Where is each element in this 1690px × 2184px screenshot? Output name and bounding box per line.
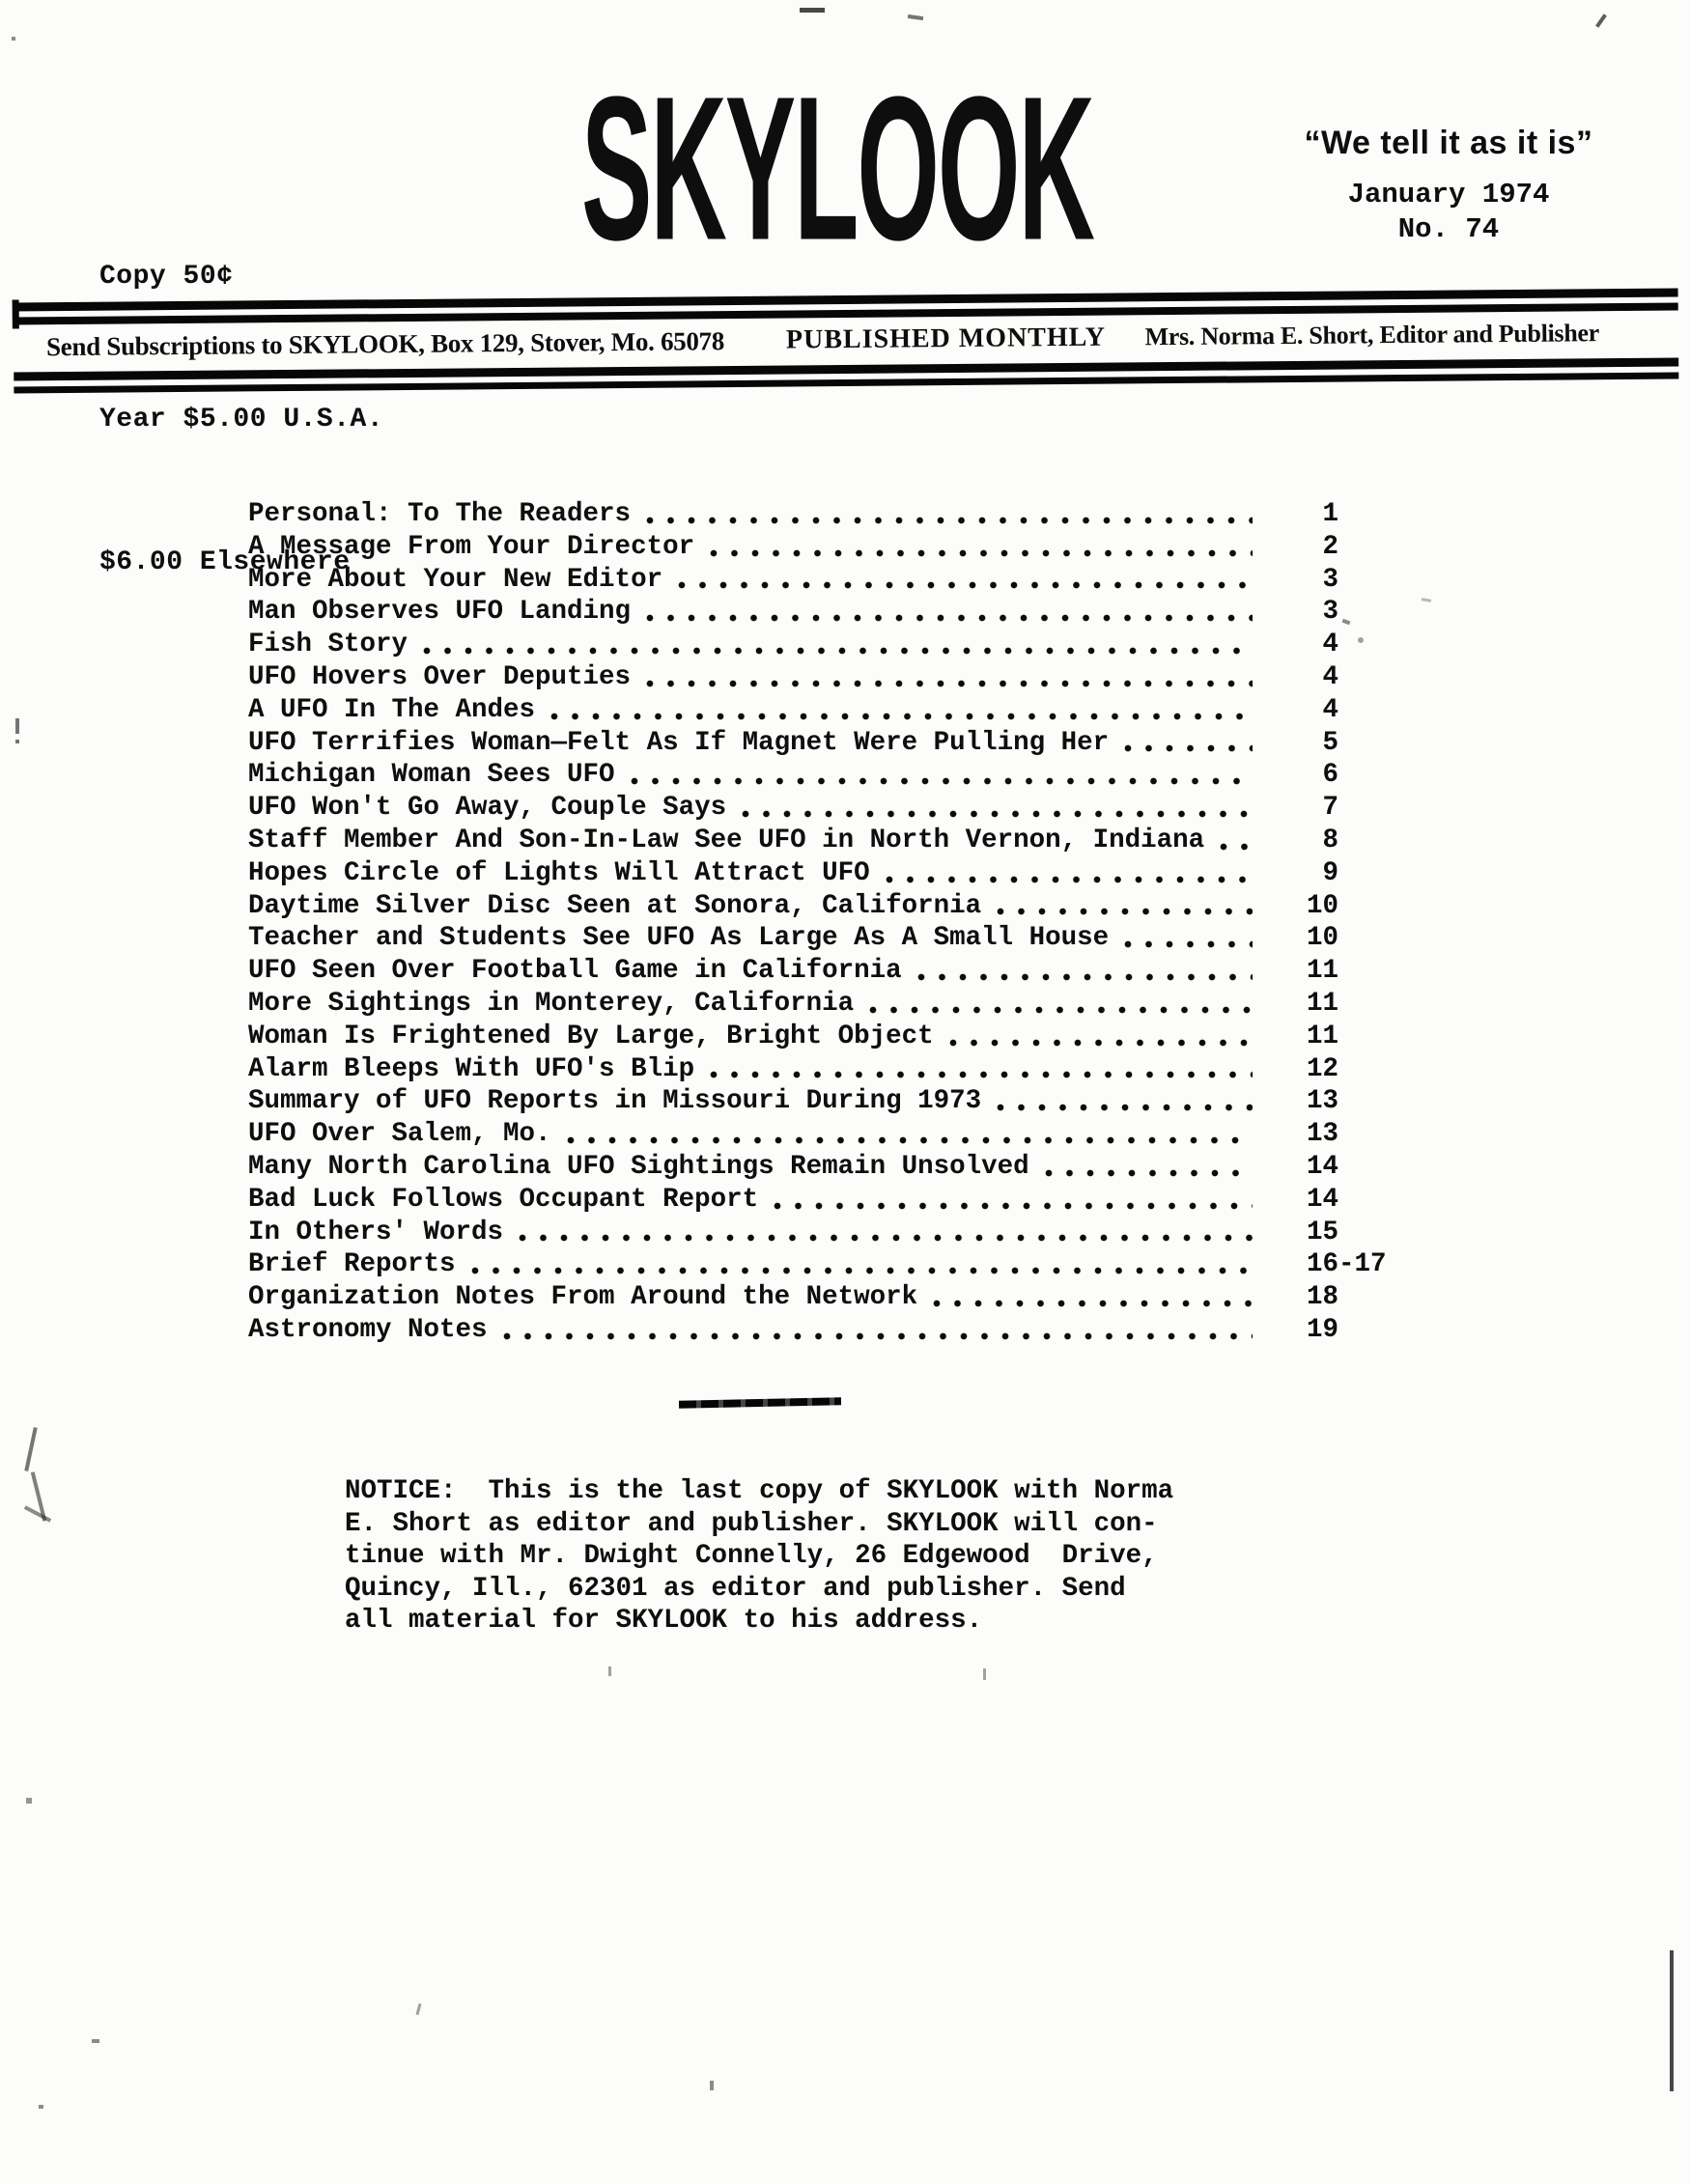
toc-entry-title: Alarm Bleeps With UFO's Blip — [248, 1053, 695, 1084]
toc-entry-page: 15 — [1307, 1217, 1339, 1247]
toc-dot-leader — [933, 1298, 1253, 1309]
toc-entry-page: 14 — [1307, 1184, 1339, 1215]
scan-artifact — [710, 2081, 714, 2090]
toc-entry-title: Man Observes UFO Landing — [248, 597, 632, 628]
toc-dot-leader — [423, 645, 1253, 657]
toc-entry-page: 3 — [1307, 597, 1339, 628]
toc-entry — [248, 694, 1339, 727]
toc-dot-leader — [471, 1265, 1253, 1276]
toc-entry — [248, 1184, 1339, 1217]
magazine-title: SKYLOOK — [581, 54, 1093, 284]
scan-artifact — [15, 718, 19, 734]
toc-entry — [248, 1118, 1339, 1151]
scan-artifact — [1422, 598, 1431, 602]
scan-artifact — [39, 2105, 43, 2109]
notice-line: all material for SKYLOOK to his address. — [345, 1606, 983, 1636]
toc-dot-leader — [1124, 742, 1253, 754]
toc-entry-title: A Message From Your Director — [248, 531, 695, 562]
toc-entry — [248, 825, 1339, 857]
scan-artifact — [415, 2003, 421, 2015]
toc-entry-page: 5 — [1307, 727, 1339, 758]
toc-dot-leader — [503, 1330, 1253, 1342]
toc-entry — [248, 1085, 1339, 1118]
toc-entry — [248, 1248, 1387, 1281]
toc-entry — [248, 629, 1339, 661]
notice-line: Quincy, Ill., 62301 as editor and publisher. Send — [345, 1573, 1126, 1604]
toc-entry-title: Bad Luck Follows Occupant Report — [248, 1184, 759, 1215]
toc-entry — [248, 727, 1339, 760]
toc-entry-page: 13 — [1307, 1086, 1339, 1117]
toc-entry — [248, 1053, 1339, 1086]
toc-dot-leader — [646, 515, 1253, 526]
toc-entry-title: More About Your New Editor — [248, 564, 663, 595]
scan-artifact — [1358, 637, 1364, 643]
toc-entry-title: Woman Is Frightened By Large, Bright Object — [248, 1021, 934, 1051]
subscription-address: Send Subscriptions to SKYLOOK, Box 129, Stover, Mo. 65078 — [45, 326, 725, 362]
toc-entry-page: 4 — [1307, 661, 1339, 692]
toc-entry-title: Personal: To The Readers — [248, 499, 632, 529]
toc-entry-page: 12 — [1307, 1053, 1339, 1084]
toc-entry-page: 19 — [1307, 1314, 1339, 1345]
toc-entry-title: More Sightings in Monterey, California — [248, 988, 855, 1019]
toc-dot-leader — [631, 775, 1253, 787]
publication-frequency: PUBLISHED MONTHLY — [785, 322, 1107, 355]
toc-entry — [248, 1021, 1339, 1053]
toc-entry — [248, 498, 1339, 531]
toc-dot-leader — [710, 1069, 1253, 1080]
toc-entry — [248, 1151, 1339, 1184]
toc-entry-page: 1 — [1307, 499, 1339, 529]
toc-dot-leader — [742, 808, 1253, 820]
toc-entry-title: UFO Terrifies Woman—Felt As If Magnet Were Pulling Her — [248, 727, 1110, 758]
scan-artifact — [1342, 619, 1351, 625]
magazine-motto: “We tell it as it is” — [1304, 125, 1593, 161]
toc-entry-title: Michigan Woman Sees UFO — [248, 760, 615, 791]
toc-entry-page: 11 — [1307, 988, 1339, 1019]
toc-dot-leader — [997, 906, 1253, 917]
toc-entry-title: Many North Carolina UFO Sightings Remain Unsolved — [248, 1151, 1029, 1182]
toc-entry — [248, 531, 1339, 564]
toc-entry-title: Summary of UFO Reports in Missouri During 1973 — [248, 1086, 982, 1117]
toc-entry-title: UFO Won't Go Away, Couple Says — [248, 793, 727, 824]
pricing-line: $6.00 Elsewhere — [99, 547, 351, 577]
toc-entry-page: 14 — [1307, 1151, 1339, 1182]
notice-line: tinue with Mr. Dwight Connelly, 26 Edgewood Drive, — [345, 1541, 1158, 1571]
toc-entry-page: 16-17 — [1307, 1249, 1387, 1280]
scan-artifact — [24, 1505, 51, 1523]
notice-line: NOTICE: This is the last copy of SKYLOOK with Norma — [345, 1476, 1174, 1506]
toc-entry — [248, 890, 1339, 923]
toc-dot-leader — [949, 1037, 1253, 1049]
toc-dot-leader — [1220, 841, 1253, 853]
toc-dot-leader — [869, 1004, 1253, 1016]
issue-number: No. 74 — [1397, 213, 1500, 245]
toc-entry-title: In Others' Words — [248, 1217, 504, 1247]
issue-date: January 1974 — [1347, 179, 1550, 210]
toc-dot-leader — [646, 612, 1253, 624]
toc-entry-page: 10 — [1307, 890, 1339, 921]
editor-credit: Mrs. Norma E. Short, Editor and Publisher — [1144, 319, 1600, 351]
toc-dot-leader — [678, 579, 1253, 591]
toc-entry-page: 11 — [1307, 956, 1339, 987]
toc-entry-page: 3 — [1307, 564, 1339, 595]
toc-entry — [248, 1314, 1339, 1347]
toc-entry-title: Hopes Circle of Lights Will Attract UFO — [248, 857, 870, 888]
toc-entry-title: Astronomy Notes — [248, 1314, 488, 1345]
pricing-line: Copy 50¢ — [99, 262, 234, 292]
toc-entry-title: Teacher and Students See UFO As Large As A Small House — [248, 923, 1110, 954]
toc-dot-leader — [886, 874, 1253, 885]
scan-artifact — [24, 1427, 37, 1471]
toc-entry — [248, 857, 1339, 890]
toc-dot-leader — [567, 1134, 1253, 1146]
toc-entry — [248, 988, 1339, 1021]
pricing-line: Year $5.00 U.S.A. — [99, 405, 384, 434]
toc-entry-page: 8 — [1307, 825, 1339, 855]
toc-dot-leader — [917, 971, 1253, 983]
toc-entry — [248, 564, 1339, 597]
toc-entry-title: Organization Notes From Around the Network — [248, 1282, 918, 1313]
scan-artifact — [1670, 1950, 1674, 2091]
toc-entry-page: 6 — [1307, 760, 1339, 791]
toc-entry — [248, 1281, 1339, 1314]
scan-artifact — [983, 1668, 986, 1680]
toc-entry-page: 9 — [1307, 857, 1339, 888]
scan-artifact — [1595, 14, 1607, 28]
toc-dot-leader — [519, 1232, 1253, 1244]
toc-entry-title: A UFO In The Andes — [248, 694, 536, 725]
toc-entry — [248, 661, 1339, 694]
toc-entry-title: UFO Over Salem, Mo. — [248, 1119, 551, 1150]
scan-artifact — [26, 1798, 32, 1804]
toc-entry-title: Staff Member And Son-In-Law See UFO in North Vernon, Indiana — [248, 825, 1205, 855]
toc-dot-leader — [774, 1200, 1253, 1212]
toc-entry-page: 10 — [1307, 923, 1339, 954]
toc-dot-leader — [997, 1102, 1253, 1113]
toc-entry-title: UFO Seen Over Football Game in California — [248, 956, 902, 987]
notice-line: E. Short as editor and publisher. SKYLOOK will con- — [345, 1508, 1158, 1539]
toc-entry-page: 7 — [1307, 793, 1339, 824]
section-divider-rule — [679, 1397, 841, 1409]
toc-entry — [248, 922, 1339, 955]
scan-artifact — [15, 740, 19, 743]
toc-entry — [248, 759, 1339, 792]
toc-dot-leader — [550, 711, 1253, 722]
toc-entry-title: UFO Hovers Over Deputies — [248, 661, 632, 692]
toc-dot-leader — [1045, 1167, 1253, 1179]
toc-dot-leader — [646, 678, 1253, 689]
toc-entry-title: Daytime Silver Disc Seen at Sonora, California — [248, 890, 982, 921]
masthead-right-block — [1270, 124, 1627, 247]
toc-entry-title: Fish Story — [248, 630, 408, 660]
scan-artifact — [92, 2039, 99, 2043]
toc-entry-title: Brief Reports — [248, 1249, 456, 1280]
publication-info-band — [14, 288, 1679, 395]
scan-artifact — [608, 1666, 611, 1676]
toc-entry-page: 4 — [1307, 694, 1339, 725]
toc-entry — [248, 792, 1339, 825]
toc-entry — [248, 596, 1339, 629]
scan-artifact — [800, 8, 825, 13]
toc-entry-page: 4 — [1307, 630, 1339, 660]
table-of-contents — [248, 498, 1387, 1347]
toc-entry-page: 18 — [1307, 1282, 1339, 1313]
toc-entry-page: 13 — [1307, 1119, 1339, 1150]
toc-entry-page: 11 — [1307, 1021, 1339, 1051]
scan-artifact — [12, 37, 15, 41]
toc-dot-leader — [1124, 938, 1253, 950]
editor-change-notice — [345, 1475, 1173, 1638]
toc-entry-page: 2 — [1307, 531, 1339, 562]
toc-entry — [248, 955, 1339, 988]
toc-dot-leader — [710, 547, 1253, 559]
toc-entry — [248, 1217, 1339, 1249]
scan-artifact — [908, 14, 923, 20]
